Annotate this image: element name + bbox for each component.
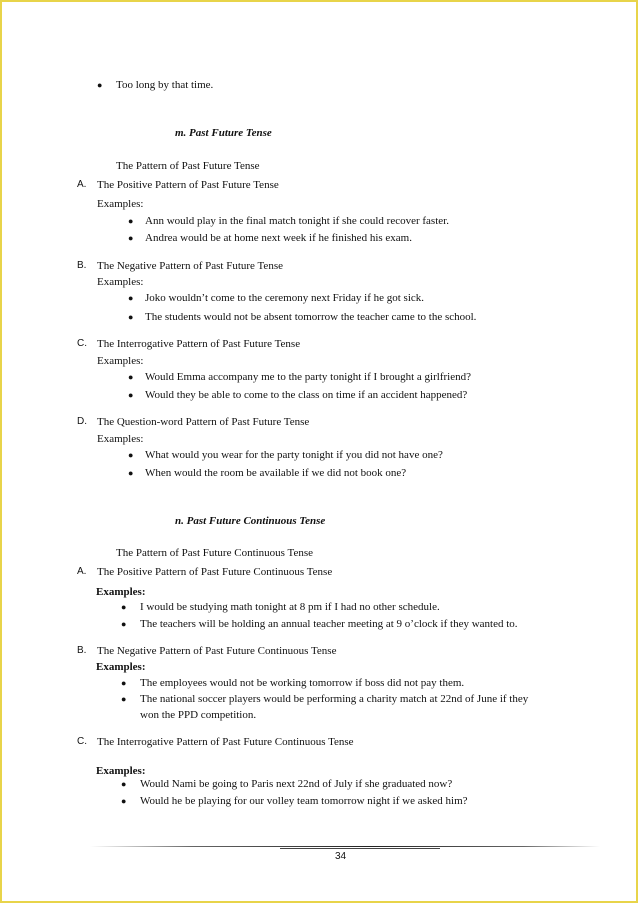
bullet-icon: ● bbox=[97, 80, 103, 90]
bullet-icon: ● bbox=[128, 312, 134, 322]
bullet-icon: ● bbox=[128, 293, 134, 303]
bullet-icon: ● bbox=[121, 678, 127, 688]
example-item: Joko wouldn’t come to the ceremony next Friday if he got sick. bbox=[145, 292, 425, 304]
bullet-icon: ● bbox=[128, 372, 134, 382]
example-item: The teachers will be holding an annual teacher meeting at 9 o’clock if they wanted to. bbox=[140, 618, 518, 630]
footer-divider-accent bbox=[280, 848, 440, 849]
example-item: Ann would play in the final match tonight if she could recover faster. bbox=[145, 215, 449, 227]
examples-label: Examples: bbox=[97, 355, 144, 367]
example-item: I would be studying math tonight at 8 pm if I had no other schedule. bbox=[140, 601, 440, 613]
bullet-icon: ● bbox=[128, 233, 134, 243]
bullet-icon: ● bbox=[121, 779, 127, 789]
bullet-icon: ● bbox=[128, 450, 134, 460]
bullet-icon: ● bbox=[128, 468, 134, 478]
subsection-title: The Positive Pattern of Past Future Continuous Tense bbox=[97, 566, 333, 578]
example-item: Would Emma accompany me to the party tonight if I brought a girlfriend? bbox=[145, 371, 471, 383]
subsection-marker: C. bbox=[77, 736, 87, 747]
top-bullet-text: Too long by that time. bbox=[116, 79, 214, 91]
examples-label: Examples: bbox=[96, 765, 146, 777]
subsection-title: The Interrogative Pattern of Past Future Continuous Tense bbox=[97, 736, 354, 748]
examples-label: Examples: bbox=[97, 198, 144, 210]
examples-label: Examples: bbox=[97, 276, 144, 288]
section-n-heading: n. Past Future Continuous Tense bbox=[175, 515, 326, 527]
subsection-title: The Interrogative Pattern of Past Future Tense bbox=[97, 338, 301, 350]
subsection-title: The Negative Pattern of Past Future Continuous Tense bbox=[97, 645, 337, 657]
subsection-title: The Question-word Pattern of Past Future Tense bbox=[97, 416, 310, 428]
example-item: Would they be able to come to the class on time if an accident happened? bbox=[145, 389, 468, 401]
example-item: Andrea would be at home next week if he finished his exam. bbox=[145, 232, 412, 244]
examples-label: Examples: bbox=[97, 433, 144, 445]
subsection-marker: A. bbox=[77, 179, 87, 190]
section-n-intro: The Pattern of Past Future Continuous Tense bbox=[116, 547, 314, 559]
bullet-icon: ● bbox=[121, 694, 127, 704]
section-m-intro: The Pattern of Past Future Tense bbox=[116, 160, 260, 172]
subsection-title: The Positive Pattern of Past Future Tense bbox=[97, 179, 279, 191]
bullet-icon: ● bbox=[128, 390, 134, 400]
example-item: Would Nami be going to Paris next 22nd of July if she graduated now? bbox=[140, 778, 453, 790]
footer-divider bbox=[90, 846, 600, 847]
example-item: What would you wear for the party tonight if you did not have one? bbox=[145, 449, 443, 461]
example-item: Would he be playing for our volley team tomorrow night if we asked him? bbox=[140, 795, 468, 807]
section-m-heading: m. Past Future Tense bbox=[175, 127, 272, 139]
subsection-marker: B. bbox=[77, 260, 87, 271]
bullet-icon: ● bbox=[121, 619, 127, 629]
example-item-continuation: won the PPD competition. bbox=[140, 709, 257, 721]
subsection-marker: D. bbox=[77, 416, 87, 427]
example-item: The employees would not be working tomorrow if boss did not pay them. bbox=[140, 677, 465, 689]
examples-label: Examples: bbox=[96, 661, 146, 673]
bullet-icon: ● bbox=[128, 216, 134, 226]
bullet-icon: ● bbox=[121, 796, 127, 806]
example-item: The students would not be absent tomorrow the teacher came to the school. bbox=[145, 311, 477, 323]
subsection-marker: C. bbox=[77, 338, 87, 349]
page-number: 34 bbox=[335, 851, 347, 862]
examples-label: Examples: bbox=[96, 586, 146, 598]
subsection-marker: A. bbox=[77, 566, 87, 577]
subsection-marker: B. bbox=[77, 645, 87, 656]
example-item: The national soccer players would be performing a charity match at 22nd of June if they bbox=[140, 693, 529, 705]
example-item: When would the room be available if we did not book one? bbox=[145, 467, 407, 479]
subsection-title: The Negative Pattern of Past Future Tense bbox=[97, 260, 283, 272]
bullet-icon: ● bbox=[121, 602, 127, 612]
